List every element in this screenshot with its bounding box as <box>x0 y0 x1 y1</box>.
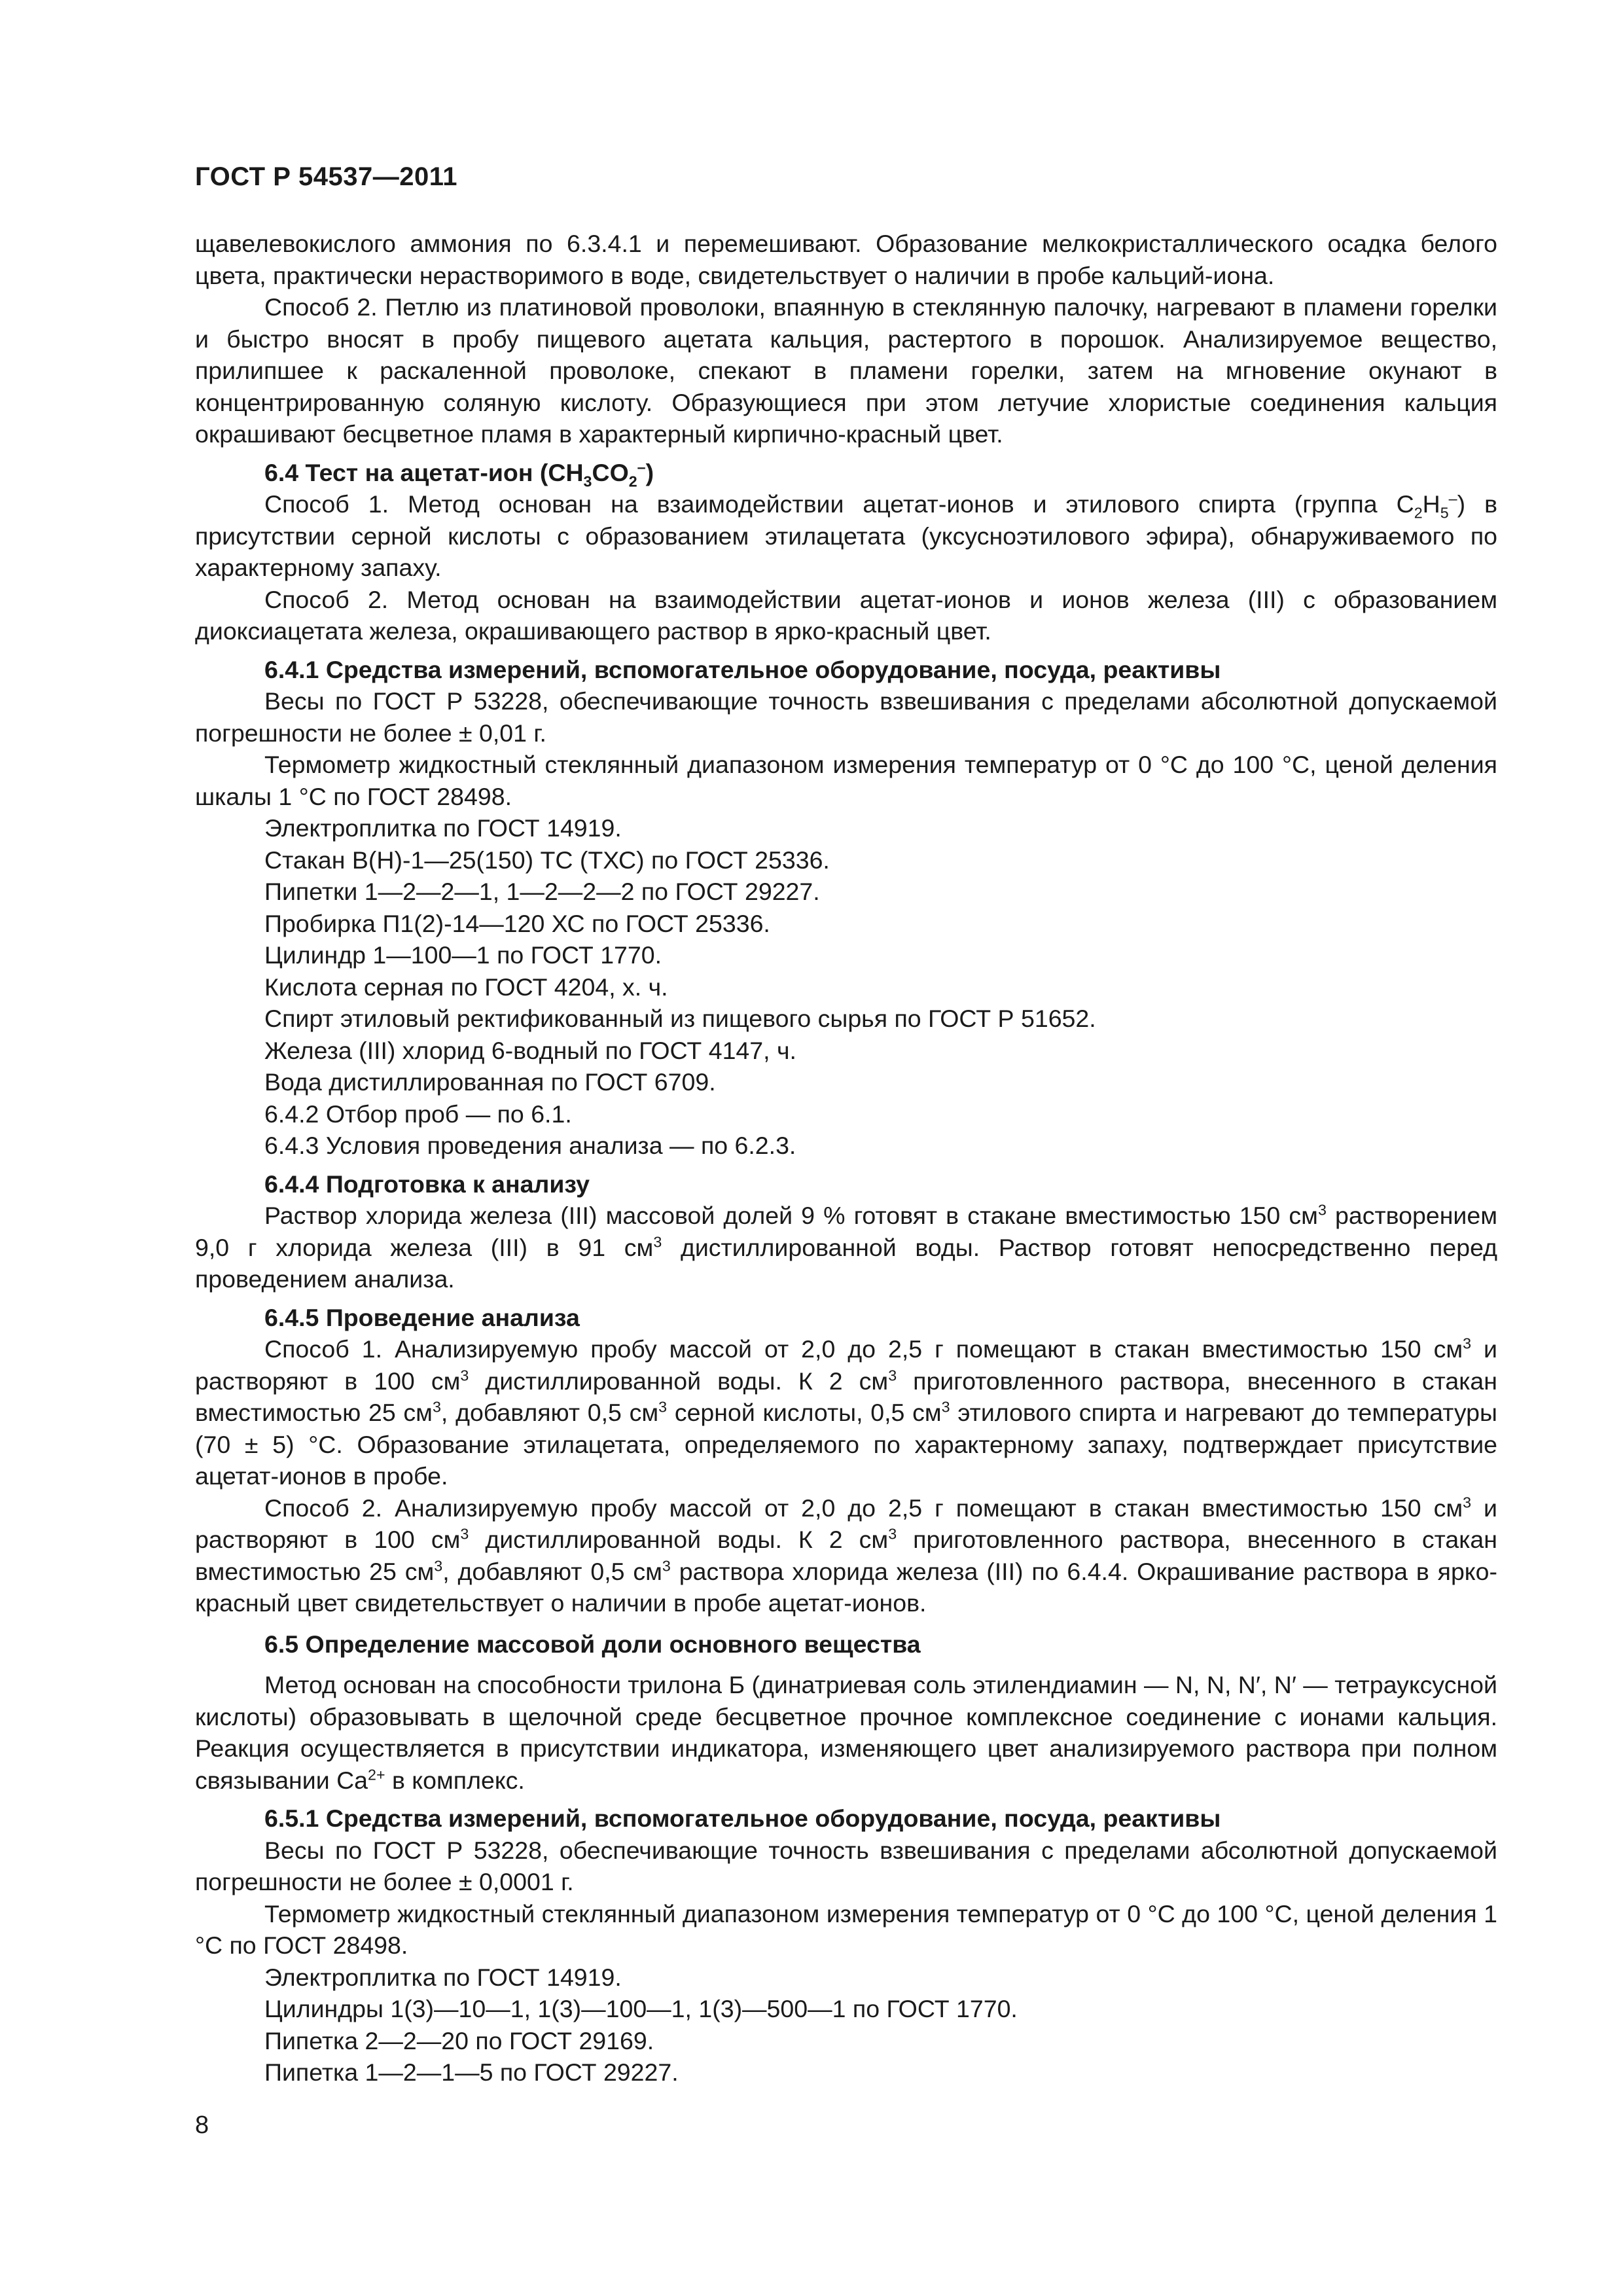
list-item: Кислота серная по ГОСТ 4204, х. ч. <box>264 973 668 1001</box>
list-item: Стакан В(Н)-1—25(150) ТС (ТХС) по ГОСТ 25336. <box>264 846 830 874</box>
paragraph-method-2-calcium: Способ 2. Петлю из платиновой проволоки, впаянную в стеклянную палочку, нагревают в пламени горелки и быстро вносят в пробу пищевого ацетата кальция, растертого в порошок. Анализируемое вещество, прилипшее к раскаленной проволоке, спекают в пламени горелки, затем на мгновение окунают в концентрированную соляную кислоту. Образующиеся при этом летучие хлористые соединения кальция окрашивают бесцветное пламя в характерный кирпично-красный цвет. <box>195 293 1497 448</box>
section-6-4-heading: 6.4 Тест на ацетат-ион $(CH_3CO_2^-)$ <box>264 458 654 490</box>
paragraph-scales: Весы по ГОСТ Р 53228, обеспечивающие точность взвешивания с пределами абсолютной допускаемой погрешности не более ± 0,01 г. <box>195 687 1497 747</box>
list-item: Пипетка 1—2—1—5 по ГОСТ 29227. <box>264 2058 679 2086</box>
list-item: Пробирка П1(2)-14—120 ХС по ГОСТ 25336. <box>264 909 770 937</box>
document-header: ГОСТ Р 54537—2011 <box>195 162 457 191</box>
paragraph-acetate-method-2: Способ 2. Метод основан на взаимодействии ацетат-ионов и ионов железа (III) с образованием диоксиацетата железа, окрашивающего раствор в ярко-красный цвет. <box>195 585 1497 645</box>
paragraph-thermometer: Термометр жидкостный стеклянный диапазоном измерения температур от 0 °С до 100 °С, ценой деления 1 °С по ГОСТ 28498. <box>195 1899 1497 1959</box>
section-6-5-1-heading: 6.5.1 Средства измерений, вспомогательное оборудование, посуда, реактивы <box>264 1804 1221 1832</box>
paragraph-trilon-method: Метод основан на способности трилона Б (динатриевая соль этилендиамин — N, N, N′, N′ — тетрауксусной кислоты) образовывать в щелочной среде бесцветное прочное комплексное соединение с ионами кальция. Реакция осуществляется в присутствии индикатора, изменяющего цвет анализируемого раствора при полном связывании $Ca^{2+}$ в комплекс. <box>195 1671 1497 1794</box>
section-6-4-3: 6.4.3 Условия проведения анализа — по 6.2.3. <box>264 1132 796 1159</box>
list-item: Спирт этиловый ректификованный из пищевого сырья по ГОСТ Р 51652. <box>264 1005 1096 1032</box>
list-item: Железа (III) хлорид 6-водный по ГОСТ 4147, ч. <box>264 1036 796 1064</box>
paragraph-analysis-method-2: Способ 2. Анализируемую пробу массой от 2,0 до 2,5 г помещают в стакан вместимостью 150 $см^3$ и растворяют в 100 $см^3$ дистиллированной воды. К 2 $см^3$ приготовленного раствора, внесенного в стакан вместимостью 25 $см^3$, добавляют 0,5 $см^3$ раствора хлорида железа (III) по 6.4.4. Окрашивание раствора в ярко-красный цвет свидетельствует о наличии в пробе ацетат-ионов. <box>195 1494 1497 1617</box>
list-item: Вода дистиллированная по ГОСТ 6709. <box>264 1068 716 1096</box>
list-item: Цилиндры 1(3)—10—1, 1(3)—100—1, 1(3)—500—1 по ГОСТ 1770. <box>264 1995 1018 2022</box>
paragraph-preparation: Раствор хлорида железа (III) массовой долей 9 % готовят в стакане вместимостью 150 $см^3$ растворением 9,0 г хлорида железа (III) в 91 $см^3$ дистиллированной воды. Раствор готовят непосредственно перед проведением анализа. <box>195 1201 1497 1293</box>
section-6-4-5-heading: 6.4.5 Проведение анализа <box>264 1303 580 1331</box>
section-6-4-1-heading: 6.4.1 Средства измерений, вспомогательное оборудование, посуда, реактивы <box>264 655 1221 683</box>
paragraph-acetate-method-1: Способ 1. Метод основан на взаимодействии ацетат-ионов и этилового спирта (группа $C_2H_5^-$) в присутствии серной кислоты с образованием этилацетата (уксусноэтилового эфира), обнаруживаемого по характерному запаху. <box>195 490 1497 581</box>
paragraph-thermometer: Термометр жидкостный стеклянный диапазоном измерения температур от 0 °С до 100 °С, ценой деления шкалы 1 °С по ГОСТ 28498. <box>195 751 1497 810</box>
list-item: Пипетка 2—2—20 по ГОСТ 29169. <box>264 2026 654 2054</box>
section-6-4-2: 6.4.2 Отбор проб — по 6.1. <box>264 1100 572 1128</box>
list-item: Электроплитка по ГОСТ 14919. <box>264 1963 622 1991</box>
paragraph-scales: Весы по ГОСТ Р 53228, обеспечивающие точность взвешивания с пределами абсолютной допускаемой погрешности не более ± 0,0001 г. <box>195 1836 1497 1895</box>
list-item: Цилиндр 1—100—1 по ГОСТ 1770. <box>264 941 662 969</box>
list-item: Электроплитка по ГОСТ 14919. <box>264 814 622 842</box>
list-item: Пипетки 1—2—2—1, 1—2—2—2 по ГОСТ 29227. <box>264 878 820 905</box>
paragraph-continuation: щавелевокислого аммония по 6.3.4.1 и перемешивают. Образование мелкокристаллического осадка белого цвета, практически нерастворимого в воде, свидетельствует о наличии в пробе кальций-иона. <box>195 230 1497 289</box>
page-number: 8 <box>195 2111 209 2139</box>
section-6-4-4-heading: 6.4.4 Подготовка к анализу <box>264 1170 590 1198</box>
section-6-5-heading: 6.5 Определение массовой доли основного вещества <box>264 1630 921 1658</box>
paragraph-analysis-method-1: Способ 1. Анализируемую пробу массой от 2,0 до 2,5 г помещают в стакан вместимостью 150 $см^3$ и растворяют в 100 $см^3$ дистиллированной воды. К 2 $см^3$ приготовленного раствора, внесенного в стакан вместимостью 25 $см^3$, добавляют 0,5 $см^3$ серной кислоты, 0,5 $см^3$ этилового спирта и нагревают до температуры (70 ± 5) °С. Образование этилацетата, определяемого по характерному запаху, подтверждает присутствие ацетат-ионов в пробе. <box>195 1335 1497 1490</box>
document-body <box>195 228 1497 2089</box>
